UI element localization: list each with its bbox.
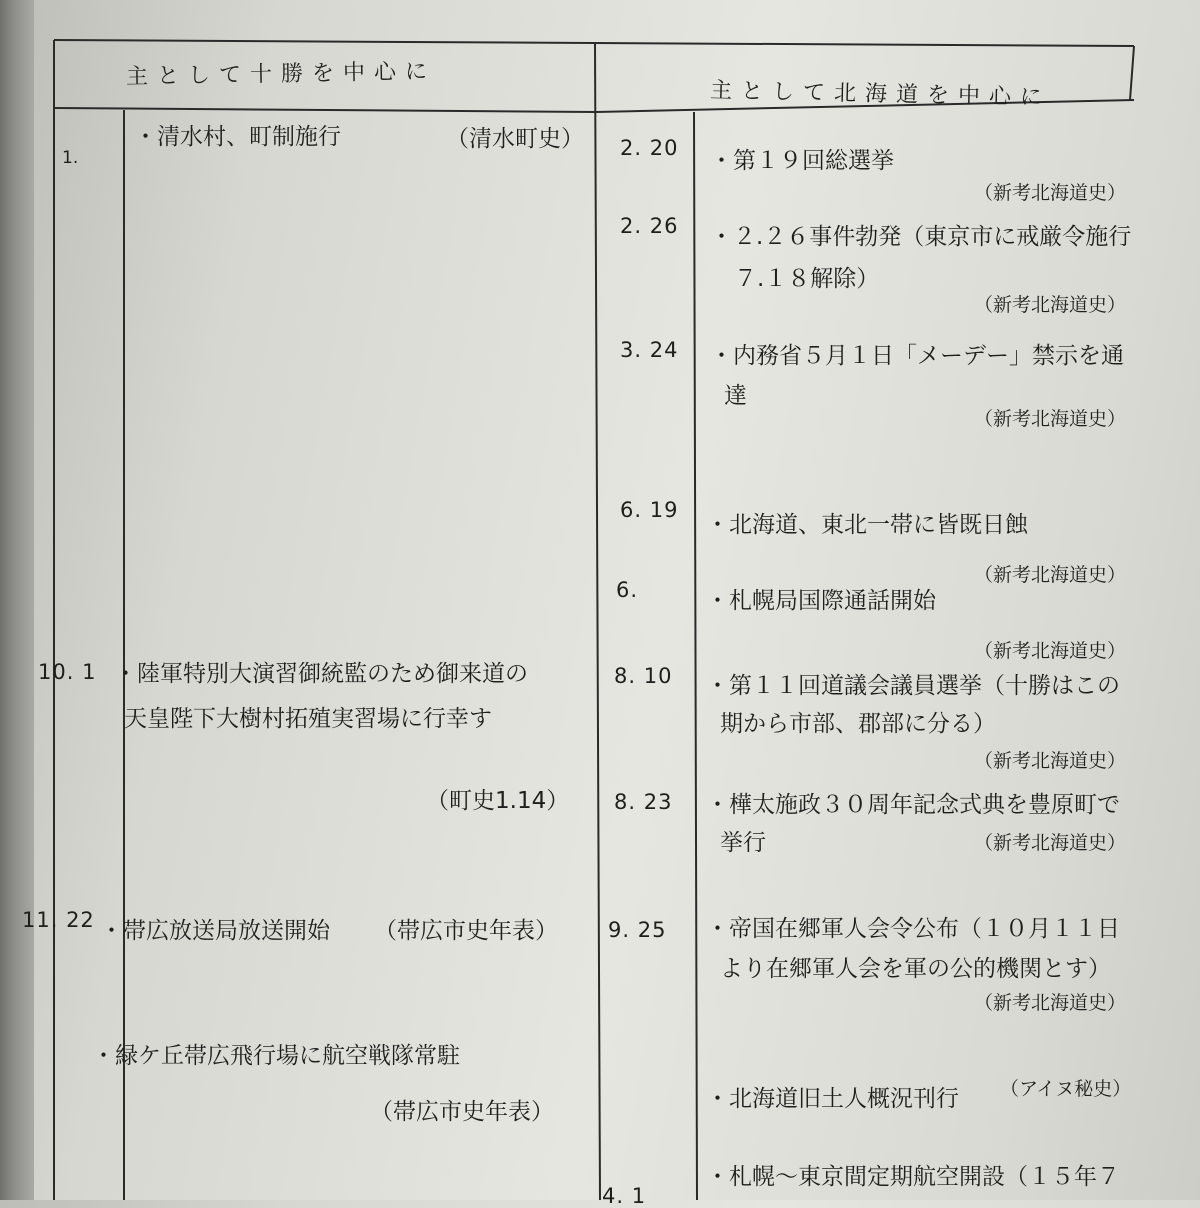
right-entry-source: （新考北海道史）	[974, 564, 1127, 586]
left-entry-text: ・帯広放送局放送開始	[100, 918, 330, 944]
right-date: 2. 26	[620, 214, 679, 238]
right-date: 2. 20	[620, 136, 679, 160]
right-entry-text-cont: より在郷軍人会を軍の公的機関とす）	[720, 956, 1111, 982]
left-entry-source: （清水町史）	[446, 126, 584, 152]
right-entry-source: （新考北海道史）	[974, 408, 1127, 430]
right-entry-source: （アイヌ秘史）	[1000, 1078, 1132, 1100]
right-entry-text-cont: 期から市部、郡部に分る）	[720, 711, 996, 737]
right-entry-text-cont: ７.１８解除）	[734, 266, 880, 292]
left-entry-text: ・緑ケ丘帯広飛行場に航空戦隊常駐	[92, 1043, 460, 1069]
left-date: 1.	[62, 148, 79, 168]
left-entry-source: （町史1.14）	[426, 788, 570, 814]
right-date: 9. 25	[608, 918, 667, 942]
right-entry-text: ・北海道、東北一帯に皆既日蝕	[706, 512, 1028, 538]
right-entry-text: ・札幌～東京間定期航空開設（１５年７	[706, 1164, 1120, 1190]
right-entry-text-cont: 挙行	[720, 830, 766, 856]
right-entry-source: （新考北海道史）	[974, 182, 1127, 204]
right-column-header: 主として北海道を中心に	[709, 78, 1052, 111]
document-page	[22, 0, 1200, 1208]
right-date: 4. 1	[602, 1184, 647, 1208]
right-date: 6.	[616, 578, 639, 602]
right-entry-text: ・帝国在郷軍人会令公布（１０月１１日	[706, 916, 1120, 942]
left-date: 11. 22	[22, 908, 95, 932]
left-entry-text-cont: 天皇陛下大樹村拓殖実習場に行幸す	[124, 706, 492, 732]
right-entry-text-cont: 達	[724, 383, 747, 409]
right-date: 3. 24	[620, 338, 679, 362]
right-entry-text: ・第１１回道議会議員選挙（十勝はこの	[706, 673, 1120, 699]
right-entry-source: （新考北海道史）	[974, 294, 1127, 316]
right-entry-text: ・北海道旧土人概況刊行	[706, 1086, 959, 1112]
right-entry-text: ・札幌局国際通話開始	[706, 588, 936, 614]
left-entry-source: （帯広市史年表）	[374, 918, 558, 944]
left-column-header: 主として十勝を中心に	[125, 59, 437, 90]
right-entry-text: ・内務省５月１日「メーデー」禁示を通	[710, 343, 1124, 369]
right-entry-text: ・第１９回総選挙	[710, 148, 894, 174]
left-entry-text: ・陸軍特別大演習御統監のため御来道の	[114, 661, 528, 687]
right-entry-text: ・樺太施政３０周年記念式典を豊原町で	[706, 792, 1120, 818]
right-entry-source: （新考北海道史）	[974, 992, 1127, 1014]
right-entry-source: （新考北海道史）	[974, 832, 1127, 854]
left-date: 10. 1	[38, 660, 97, 684]
right-date: 8. 23	[614, 790, 673, 814]
right-date: 6. 19	[620, 498, 679, 522]
right-entry-source: （新考北海道史）	[974, 750, 1127, 772]
left-entry-source: （帯広市史年表）	[370, 1099, 554, 1125]
right-entry-source: （新考北海道史）	[974, 640, 1127, 662]
right-entry-text: ・２.２６事件勃発（東京市に戒厳令施行	[710, 224, 1132, 250]
book-spine-shadow	[0, 0, 34, 1200]
right-date: 8. 10	[614, 664, 673, 688]
left-entry-text: ・清水村、町制施行	[134, 124, 341, 150]
